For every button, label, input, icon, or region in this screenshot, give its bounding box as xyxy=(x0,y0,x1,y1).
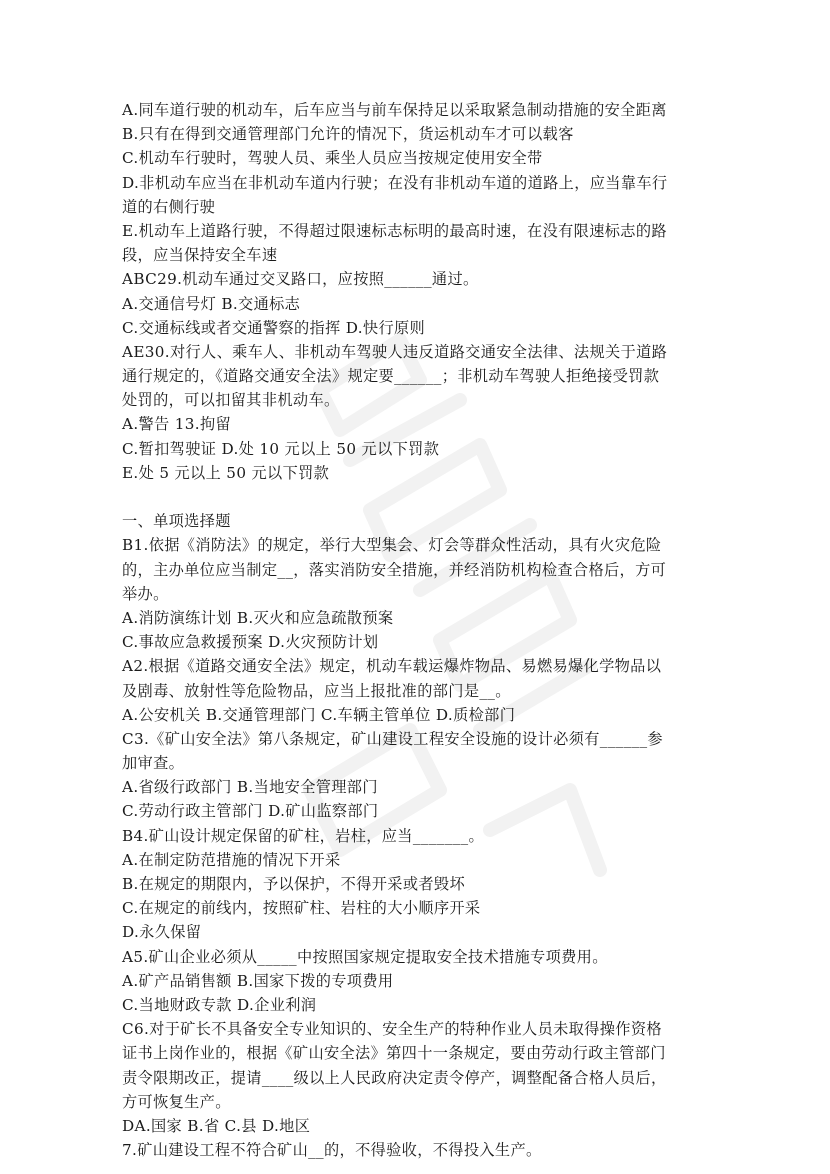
text-line: 证书上岗作业的，根据《矿山安全法》第四十一条规定，要由劳动行政主管部门 xyxy=(122,1044,666,1063)
text-line: 责令限期改正，提请____级以上人民政府决定责令停产，调整配备合格人员后， xyxy=(122,1068,667,1087)
text-line: DA.国家 B.省 C.县 D.地区 xyxy=(122,1116,311,1135)
text-line: A.公安机关 B.交通管理部门 C.车辆主管单位 D.质检部门 xyxy=(122,705,516,724)
text-line: B.只有在得到交通管理部门允许的情况下，货运机动车才可以载客 xyxy=(122,125,574,144)
text-line: 通行规定的，《道路交通安全法》规定要______；非机动车驾驶人拒绝接受罚款 xyxy=(122,367,660,386)
text-line: 段，应当保持安全车速 xyxy=(122,246,278,265)
question-5: A5.矿山企业必须从_____中按照国家规定提取安全技术措施专项费用。 xyxy=(122,947,608,966)
text-line: A.矿产品销售额 B.国家下拨的专项费用 xyxy=(122,971,394,990)
text-line: A.交通信号灯 B.交通标志 xyxy=(122,294,301,313)
text-line: 及剧毒、放射性等危险物品，应当上报批准的部门是__。 xyxy=(122,681,511,700)
question-4: B4.矿山设计规定保留的矿柱，岩柱，应当_______。 xyxy=(122,826,484,845)
text-line: D.永久保留 xyxy=(122,923,202,942)
question-6: C6.对于矿长不具备安全专业知识的、安全生产的特种作业人员未取得操作资格 xyxy=(122,1020,662,1039)
question-2: A2.根据《道路交通安全法》规定，机动车载运爆炸物品、易燃易爆化学物品以 xyxy=(122,657,662,676)
section-heading: 一、单项选择题 xyxy=(122,512,231,531)
text-line: 道的右侧行驶 xyxy=(122,197,216,216)
text-line: 方可恢复生产。 xyxy=(122,1092,231,1111)
question-30: AE30.对行人、乘车人、非机动车驾驶人违反道路交通安全法律、法规关于道路 xyxy=(122,342,668,361)
text-line: A.同车道行驶的机动车，后车应当与前车保持足以采取紧急制动措施的安全距离 xyxy=(122,101,667,119)
text-line: C.事故应急救援预案 D.火灾预防计划 xyxy=(122,633,379,652)
question-29: ABC29.机动车通过交叉路口，应按照______通过。 xyxy=(122,270,479,289)
text-line: 举办。 xyxy=(122,584,169,603)
text-line: C.劳动行政主管部门 D.矿山监察部门 xyxy=(122,802,379,821)
text-line: C.暂扣驾驶证 D.处 10 元以上 50 元以下罚款 xyxy=(122,439,440,458)
text-line: E.处 5 元以上 50 元以下罚款 xyxy=(122,463,330,482)
blank-line xyxy=(122,485,712,509)
text-line: 加审查。 xyxy=(122,754,185,773)
document-body xyxy=(122,98,712,1162)
question-3: C3.《矿山安全法》第八条规定，矿山建设工程安全设施的设计必须有______参 xyxy=(122,729,663,748)
text-line: A.消防演练计划 B.灭火和应急疏散预案 xyxy=(122,608,394,627)
text-line: 处罚的，可以扣留其非机动车。 xyxy=(122,391,340,410)
text-line: 的，主办单位应当制定__，落实消防安全措施，并经消防机构检查合格后，方可 xyxy=(122,560,667,579)
text-line: A.在制定防范措施的情况下开采 xyxy=(122,850,341,869)
text-line: D.非机动车应当在非机动车道内行驶；在没有非机动车道的道路上，应当靠车行 xyxy=(122,173,668,192)
text-line: C.在规定的前线内，按照矿柱、岩柱的大小顺序开采 xyxy=(122,899,481,918)
question-7: 7.矿山建设工程不符合矿山__的，不得验收，不得投入生产。 xyxy=(122,1141,542,1160)
text-line: B.在规定的期限内，予以保护，不得开采或者毁坏 xyxy=(122,875,465,893)
text-line: A.省级行政部门 B.当地安全管理部门 xyxy=(122,778,378,797)
text-line: A.警告 13.拘留 xyxy=(122,415,232,434)
question-1: B1.依据《消防法》的规定，举行大型集会、灯会等群众性活动，具有火灾危险 xyxy=(122,536,662,555)
text-line: C.当地财政专款 D.企业利润 xyxy=(122,995,317,1014)
text-line: C.机动车行驶时，驾驶人员、乘坐人员应当按规定使用安全带 xyxy=(122,149,543,168)
text-line: C.交通标线或者交通警察的指挥 D.快行原则 xyxy=(122,318,426,337)
text-line: E.机动车上道路行驶，不得超过限速标志标明的最高时速，在没有限速标志的路 xyxy=(122,221,667,240)
